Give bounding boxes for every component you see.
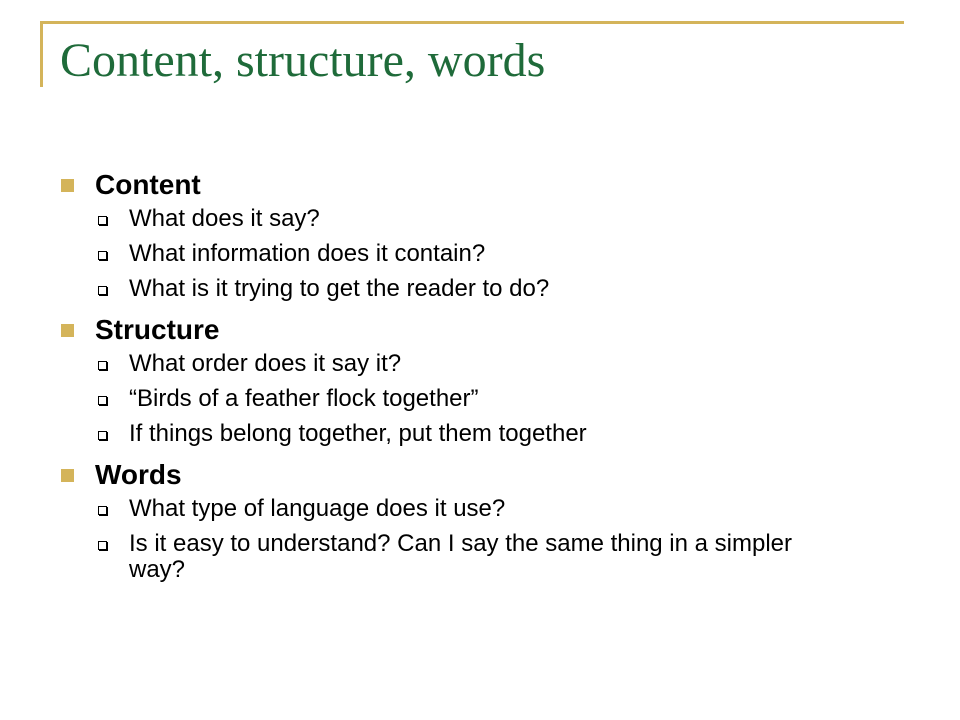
box-bullet-icon (98, 286, 107, 295)
square-bullet-icon (61, 324, 74, 337)
section-heading-row (60, 456, 920, 494)
list-item-text: What is it trying to get the reader to do? (129, 275, 550, 302)
square-bullet-icon (61, 469, 74, 482)
list-item-text: What type of language does it use? (129, 495, 506, 522)
section-heading: Content (95, 169, 201, 200)
box-bullet-icon (98, 541, 107, 550)
list-item (60, 496, 920, 522)
sub-list (60, 206, 920, 302)
section-content (60, 166, 920, 302)
list-item (60, 421, 920, 447)
sub-list (60, 496, 920, 583)
section-heading: Structure (95, 314, 220, 345)
box-bullet-icon (98, 431, 107, 440)
box-bullet-icon (98, 396, 107, 405)
list-item (60, 206, 920, 232)
frame-top-rule (40, 21, 904, 24)
list-item (60, 531, 920, 583)
section-structure (60, 311, 920, 447)
section-heading: Words (95, 459, 182, 490)
list-item (60, 276, 920, 302)
list-item-text: What information does it contain? (129, 240, 486, 267)
list-item-text: “Birds of a feather flock together” (129, 385, 479, 412)
list-item (60, 241, 920, 267)
list-item-text: What does it say? (129, 205, 320, 232)
frame-left-rule (40, 21, 43, 87)
box-bullet-icon (98, 216, 107, 225)
box-bullet-icon (98, 251, 107, 260)
list-item-text: If things belong together, put them together (129, 420, 587, 447)
list-item (60, 386, 920, 412)
slide-title: Content, structure, words (60, 34, 546, 87)
bullet-list (60, 166, 920, 592)
square-bullet-icon (61, 179, 74, 192)
list-item-text: Is it easy to understand? Can I say the same thing in a simpler way? (129, 530, 793, 583)
list-item (60, 351, 920, 377)
section-heading-row (60, 311, 920, 349)
box-bullet-icon (98, 361, 107, 370)
section-words (60, 456, 920, 583)
section-heading-row (60, 166, 920, 204)
list-item-text: What order does it say it? (129, 350, 402, 377)
sub-list (60, 351, 920, 447)
box-bullet-icon (98, 506, 107, 515)
